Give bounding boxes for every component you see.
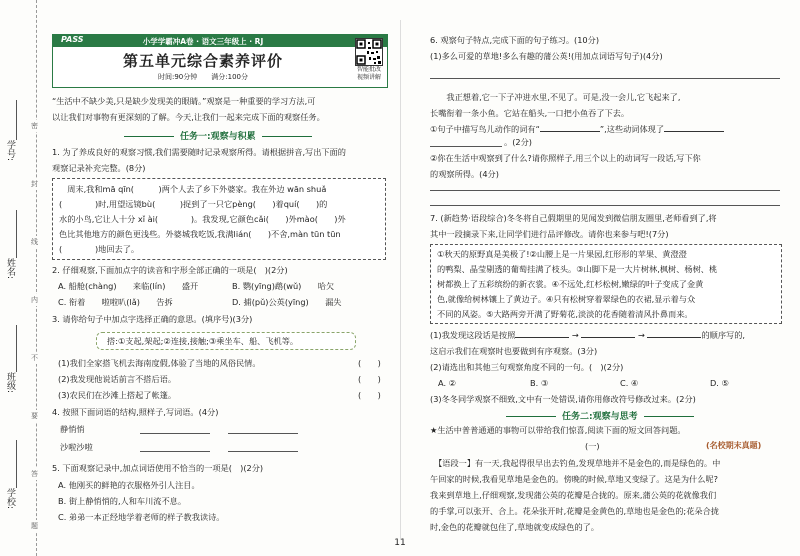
- q3-answer-paren[interactable]: ( ): [358, 358, 381, 368]
- seal-word: 线: [31, 238, 38, 246]
- q1-box-line[interactable]: ( )时,用望远镜bù( )捉到了一只它pèng( )着quí( )的: [59, 199, 328, 209]
- task2-lead: ★生活中普普通通的事物可以带给我们惊喜,阅读下面的短文回答问题。: [430, 425, 686, 435]
- q3-item: (2)我发现他说话前言不搭后语。: [58, 374, 177, 384]
- qr-caption: 智能批改 视频讲解: [356, 66, 381, 81]
- task1-heading: 任务一:观察与积累: [118, 129, 318, 142]
- q3-answer-paren[interactable]: ( ): [358, 390, 381, 400]
- q7-passage-line: ①秋天的原野真是美极了!②山腰上是一片果园,红形形的苹果、黄澄澄: [437, 249, 687, 259]
- q7-order-blank[interactable]: [647, 337, 701, 338]
- q6-answer-line[interactable]: [430, 146, 502, 147]
- q6-answer-line[interactable]: [430, 78, 780, 79]
- q1-record-box: [52, 178, 386, 260]
- seal-word: 密: [31, 122, 38, 130]
- q1-box-line[interactable]: 色比其他地方的颜色更浅些。外婆城我吃饭,我满lián( )不舍,màn tūn tūn: [59, 229, 341, 239]
- series-title: 小学学霸冲A卷 · 语文三年级上 · RJ: [142, 37, 264, 46]
- q6-sub1: (1)多么可爱的草地!多么有趣的蒲公英!(用加点词语写句子)(4分): [430, 51, 663, 61]
- name-label: 姓名:: [5, 258, 15, 280]
- seal-word: 答: [31, 470, 38, 478]
- q4-word: 静悄悄: [60, 424, 85, 434]
- reading-line: 的手掌,可以张开、合上。花朵张开时,花瓣是金黄色的,草地也是金色的;花朵合拢: [430, 506, 719, 516]
- reading-line: 时,金色的花瓣就包住了,草地就变成绿色的了。: [430, 522, 599, 532]
- q3-meaning-box: [96, 332, 356, 350]
- q7-option-d[interactable]: D. ⑤: [710, 378, 729, 388]
- q6-verbs-blank[interactable]: [540, 131, 600, 132]
- q2-option-c[interactable]: C. 衔着 啦啦叭(lǎ) 告拆: [58, 297, 173, 307]
- q5-option-b[interactable]: B. 街上静悄悄的,人和车川流不息。: [58, 496, 187, 506]
- q6-passage-line: 长嘴衔着一条小鱼。它站在船头,一口把小鱼吞了下去。: [430, 108, 630, 118]
- q6-sub2-part2: ②你在生活中观察到了什么?请你照样子,用三个以上的动词写一段话,写下你: [430, 153, 701, 163]
- q7-order-blank[interactable]: [581, 337, 635, 338]
- class-label: 班级:: [5, 372, 15, 394]
- q1-box-line[interactable]: 水的小鸟,它让人十分 xǐ ài( )。我发现,它颜色cǎi( )外mào( )外: [59, 214, 346, 224]
- q6-sub2-part1-end: 。(2分): [504, 137, 532, 147]
- q5-stem: 5. 下面观察记录中,加点词语使用不恰当的一项是( )(2分): [52, 463, 264, 473]
- q6-sub2-part1: ①句子中描写鸟儿动作的词有“ ”,这些动词体现了: [430, 123, 724, 135]
- q3-answer-paren[interactable]: ( ): [358, 374, 381, 384]
- reading-line: 【语段一】有一天,我起得很早出去钓鱼,发现草地并不是金色的,而是绿色的。中: [430, 458, 721, 468]
- seal-word: 封: [31, 180, 38, 188]
- intro-line: 以让我们对事物有更深刻的了解。今天,让我们一起来完成下面的观察任务。: [52, 112, 325, 122]
- q7-sub1-cont: 这启示我们在观察时也要做到有序观察。(3分): [430, 346, 598, 356]
- q3-stem: 3. 请你给句子中加点字选择正确的意思。(填序号)(3分): [52, 314, 253, 324]
- q3-item: (1)我们全家搭飞机去海南度假,体验了当地的风俗民情。: [58, 358, 261, 368]
- q7-option-c[interactable]: C. ④: [620, 378, 639, 388]
- q4-answer-line[interactable]: [228, 433, 298, 434]
- q7-stem: 7. (新趋势·语段综合)冬冬将自己假期里的见闻发到微信朋友圈里,老师看到了,将: [430, 213, 717, 223]
- q2-option-d[interactable]: D. 捕(pǔ)公英(yīng) 漏失: [232, 297, 342, 307]
- q6-passage-line: 我正想着,它一下子冲进水里,不见了。可是,没一会儿,它飞起来了,: [430, 92, 681, 102]
- q1-stem: 1. 为了养成良好的观察习惯,我们需要随时记录观察所得。请根据拼音,写出下面的: [52, 147, 346, 157]
- intro-line: “生活中不缺少美,只是缺少发现美的眼睛。”观察是一种重要的学习方法,可: [52, 96, 316, 106]
- q4-word: 沙啦沙啦: [60, 442, 93, 452]
- q7-sub2: (2)请选出和其他三句观察角度不同的一句。( )(2分): [430, 362, 624, 372]
- q5-option-a[interactable]: A. 他刚买的鲜艳的衣服格外引人注目。: [58, 480, 200, 490]
- q7-stem: 其中一段摘录下来,让同学们进行品评修改。请你也来参与吧!(7分): [430, 229, 669, 239]
- student-id-line[interactable]: [16, 100, 17, 140]
- q6-stem: 6. 观察句子特点,完成下面的句子练习。(10分): [430, 35, 600, 45]
- section-number: (一): [585, 441, 600, 451]
- q4-answer-line[interactable]: [140, 433, 210, 434]
- q7-option-b[interactable]: B. ③: [530, 378, 549, 388]
- q7-passage-line: 不同的风姿。⑤大路两旁开满了野菊花,淡淡的花香随着清风扑鼻而来。: [437, 309, 693, 319]
- q6-answer-line[interactable]: [430, 190, 780, 191]
- seal-word: 不: [31, 354, 38, 362]
- q7-passage-line: 树都换上了五彩缤纷的新衣裳。④不远处,红杉松树,嫩绿的叶子变成了金黄: [437, 279, 704, 289]
- reading-line: 午回家的时候,我看见草地是金色的。傍晚的时候,草地又变绿了。这是为什么呢?: [430, 474, 718, 484]
- q1-box-line[interactable]: 周末,我和mā qīn( )两个人去了乡下外婆家。我在外边 wān shuǎ: [59, 184, 327, 194]
- school-line[interactable]: [16, 440, 17, 488]
- q7-order-blank[interactable]: [515, 337, 569, 338]
- exam-header: [52, 34, 388, 88]
- q2-option-b[interactable]: B. 鹦(yīng)鹉(wǔ) 哈欠: [232, 281, 335, 291]
- reading-line: 我来到草地上,仔细观察,发现蒲公英的花瓣是合拢的。原来,蒲公英的花就像我们: [430, 490, 717, 500]
- q7-sub3: (3)冬冬同学观察不细致,文中有一处错误,请你用修改符号修改过来。(2分): [430, 394, 696, 404]
- q7-passage-line: 的鸭梨、晶莹剔透的葡萄挂满了枝头。③山脚下是一大片树林,枫树、杨树、桃: [437, 264, 718, 274]
- task2-heading: 任务二:观察与思考: [500, 409, 700, 422]
- q7-option-a[interactable]: A. ②: [438, 378, 457, 388]
- exam-meta: 时间:90分钟 满分:100分: [158, 73, 248, 81]
- page-title: 第五单元综合素养评价: [122, 52, 283, 70]
- q6-effect-blank[interactable]: [664, 131, 724, 132]
- qr-code-icon[interactable]: [355, 38, 383, 66]
- q6-answer-line[interactable]: [430, 205, 780, 206]
- q4-answer-line[interactable]: [228, 451, 298, 452]
- q7-passage-line: 色,就像给树林镶上了黄边子。④只有松树穿着翠绿色的衣裙,显示着与众: [437, 294, 696, 304]
- q2-option-a[interactable]: A. 船舱(chàng) 来临(lín) 盛开: [58, 281, 199, 291]
- q6-sub2-part2: 的观察所得。(4分): [430, 169, 499, 179]
- q4-answer-line[interactable]: [140, 451, 210, 452]
- q5-option-c[interactable]: C. 弟弟一本正经地学着老师的样子教我读诗。: [58, 512, 225, 522]
- q3-item: (3)农民们在沙滩上搭起了帐篷。: [58, 390, 177, 400]
- student-id-label: 学号:: [5, 140, 15, 162]
- column-divider: [400, 20, 401, 540]
- page-number: 11: [394, 538, 406, 548]
- q4-stem: 4. 按照下面词语的结构,照样子,写词语。(4分): [52, 407, 219, 417]
- q7-sub1: (1)我发现这段话是按照 → → 的顺序写的,: [430, 330, 745, 340]
- q1-box-line[interactable]: ( )地回去了。: [59, 244, 140, 254]
- q3-meanings: 搭:①支起,架起;②连接,接触;③乘坐车、船、飞机等。: [107, 336, 299, 346]
- seal-word: 题: [31, 522, 38, 530]
- source-badge: (名校期末真题): [706, 441, 762, 450]
- seal-word: 内: [31, 296, 38, 304]
- brand-logo: PASS: [61, 35, 84, 44]
- seal-word: 要: [31, 412, 38, 420]
- school-label: 学校:: [5, 488, 15, 510]
- q7-passage-box: [430, 244, 782, 324]
- class-line[interactable]: [16, 325, 17, 372]
- q1-stem: 观察记录补充完整。(8分): [52, 163, 146, 173]
- name-line[interactable]: [16, 210, 17, 258]
- q2-stem: 2. 仔细观察,下面加点字的读音和字形全部正确的一项是( )(2分): [52, 265, 288, 275]
